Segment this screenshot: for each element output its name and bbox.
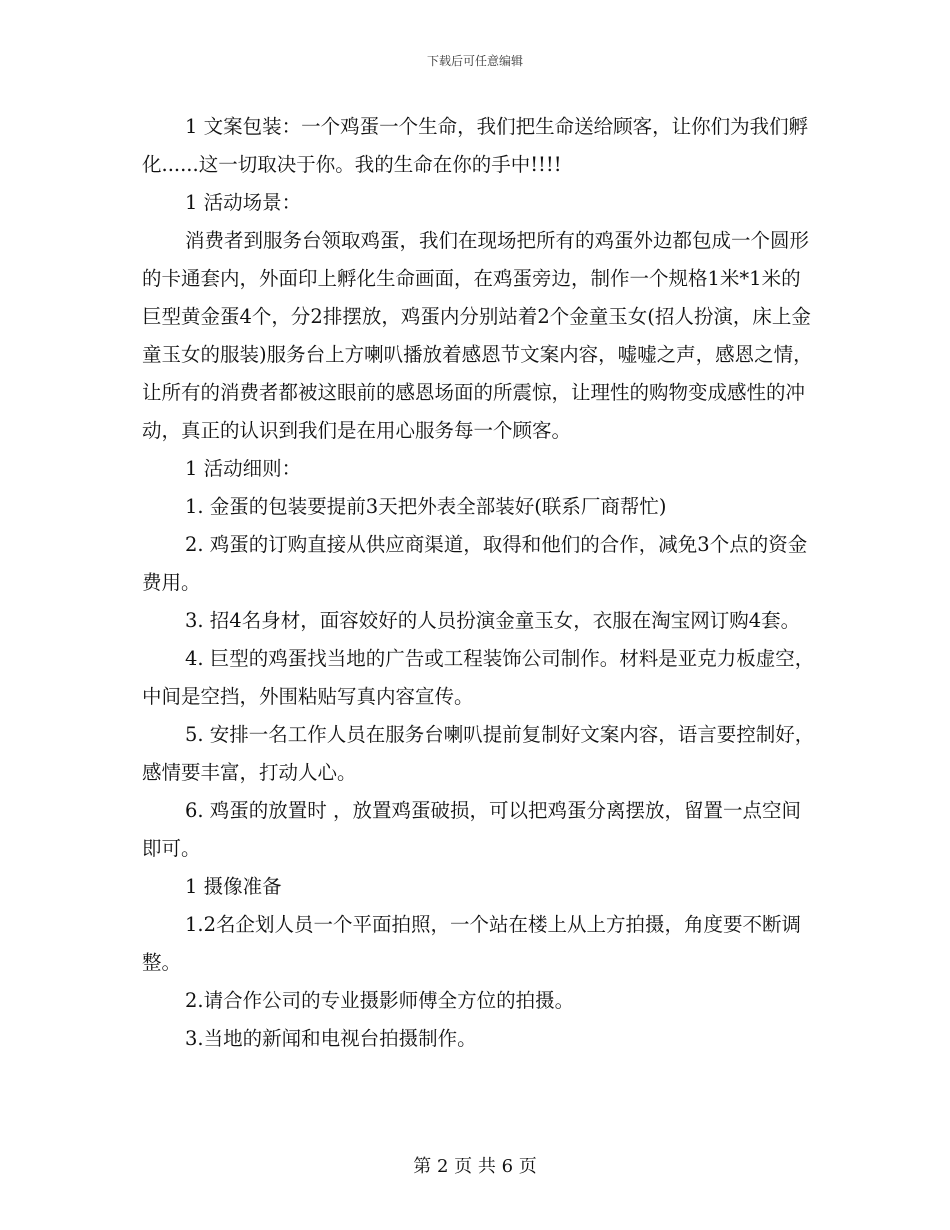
- heading-activity-scene: 1 活动场景：: [185, 191, 302, 214]
- paragraph-activity-scene: 消费者到服务台领取鸡蛋，我们在现场把所有的鸡蛋外边都包成一个圆形的卡通套内，外面印上孵化生命画面，在鸡蛋旁边，制作一个规格1米*1米的巨型黄金蛋4个，分2排摆放，鸡蛋内分别站着2个金童玉女(招人扮演，床上金童玉女的服装)服务台上方喇叭播放着感恩节文案内容，嘘嘘之声，感恩之情，让所有的消费者都被这眼前的感恩场面的所震惊，让理性的购物变成感性的冲动，真正的认识到我们是在用心服务每一个顾客。: [142, 229, 813, 442]
- camera-item-2: 2.请合作公司的专业摄影师傅全方位的拍摄。: [185, 989, 575, 1012]
- rule-item-2: 2. 鸡蛋的订购直接从供应商渠道，取得和他们的合作，减免3个点的资金费用。: [142, 533, 808, 594]
- heading-activity-rules: 1 活动细则：: [185, 457, 302, 480]
- rule-item-6: 6. 鸡蛋的放置时 ，放置鸡蛋破损，可以把鸡蛋分离摆放，留置一点空间即可。: [142, 799, 802, 860]
- rule-item-1: 1. 金蛋的包装要提前3天把外表全部装好(联系厂商帮忙): [185, 495, 667, 518]
- camera-item-3: 3.当地的新闻和电视台拍摄制作。: [185, 1027, 477, 1050]
- rule-item-4: 4. 巨型的鸡蛋找当地的广告或工程装饰公司制作。材料是亚克力板虚空，中间是空挡，外围粘贴写真内容宣传。: [142, 647, 815, 708]
- heading-camera-prep: 1 摄像准备: [185, 875, 282, 898]
- camera-item-1: 1.2名企划人员一个平面拍照，一个站在楼上从上方拍摄，角度要不断调整。: [142, 913, 802, 974]
- page-footer: 第 2 页 共 6 页: [413, 1156, 537, 1177]
- rule-item-5: 5. 安排一名工作人员在服务台喇叭提前复制好文案内容，语言要控制好，感情要丰富，打动人心。: [142, 723, 815, 784]
- document-body: [142, 108, 818, 1058]
- paragraph-copy-packaging: 1 文案包装：一个鸡蛋一个生命，我们把生命送给顾客，让你们为我们孵化......这一切取决于你。我的生命在你的手中!!!!: [142, 115, 809, 176]
- page-header: 下载后可任意编辑: [426, 54, 523, 68]
- rule-item-3: 3. 招4名身材，面容姣好的人员扮演金童玉女，衣服在淘宝网订购4套。: [185, 609, 801, 632]
